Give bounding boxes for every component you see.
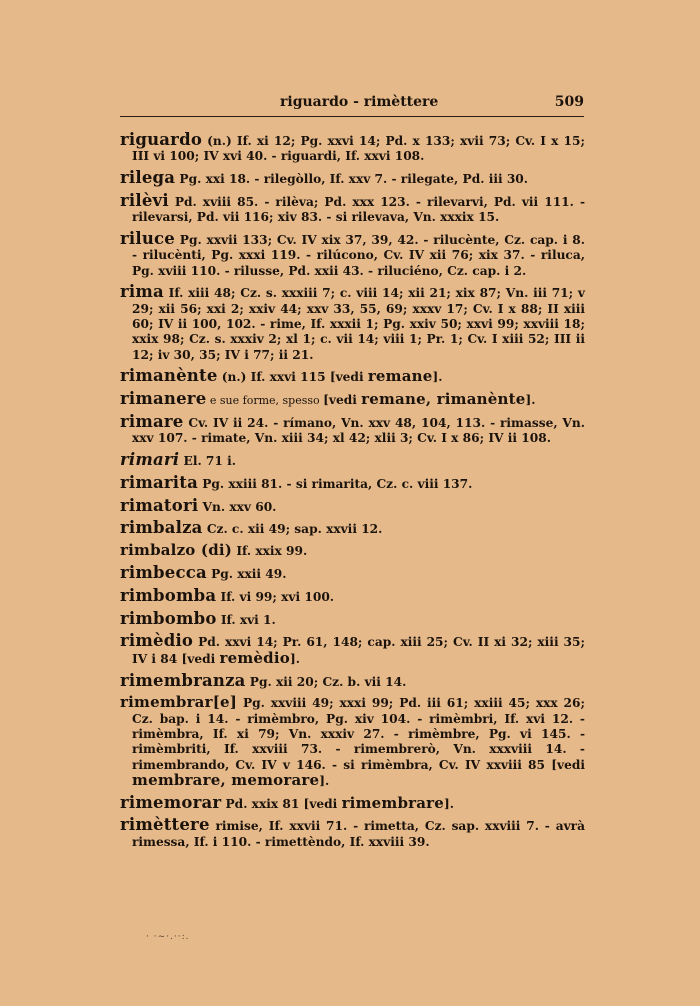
entry-closing-bracket: ]. [289, 651, 300, 666]
entry-citations: Pg. xxi 18. - rilegòllo, If. xxv 7. - rilegate, Pd. iii 30. [175, 172, 529, 187]
entry-headword: riguardo [120, 130, 203, 149]
entry-citations: If. xiii 48; Cz. s. xxxiii 7; c. viii 14; xii 21; xix 87; Vn. iii 71; v 29; xii 56; xxi 2; xxiv 44; xxv 33, 55, 69; xxxv 17; Cv. I x 88; II xiii 60; IV ii 100, 102. - rime, If. xxxii 1; Pg. xxiv 50; xxvi 99; xxviii 18; xxix 98; Cz. s. xxxiv 2; xl 1; c. vii 14; viii 1; Pr. 1; Cv. I xiii 52; III ii 12; iv 30, 35; IV i 77; ii 21. [132, 286, 585, 362]
running-title: riguardo - rimèttere [280, 94, 439, 110]
entry-citations: Cv. IV ii 24. - rímano, Vn. xxv 48, 104, 113. - rimasse, Vn. xxv 107. - rimate, Vn. xiii 34; xl 42; xlii 3; Cv. I x 86; IV ii 108. [132, 415, 585, 446]
entry-headword: rima [120, 282, 164, 302]
entry-headword: rilega [120, 168, 176, 188]
entry-cross-reference: remane [367, 367, 433, 386]
entry-headword: rimari [120, 450, 180, 470]
entry-closing-bracket: ]. [525, 393, 536, 408]
entry-headword: rimbalzo (di) [120, 541, 233, 560]
entry-citations: Pd. xxvi 14; Pr. 61, 148; cap. xiii 25; Cv. II xi 32; xiii 35; IV i 84 [vedi [132, 635, 585, 666]
entry-citations: If. vi 99; xvi 100. [216, 589, 335, 604]
dictionary-entry [120, 792, 585, 812]
entry-cross-reference: remèdio [219, 648, 290, 667]
entry-citations: If. xvi 1. [216, 612, 276, 627]
entry-citations: Pg. xxiii 81. - si rimarita, Cz. c. viii 137. [198, 476, 473, 491]
entry-citations: El. 71 i. [179, 454, 237, 469]
entry-headword: rimbombo [120, 608, 217, 628]
entry-headword: rimembranza [120, 670, 246, 690]
entry-closing-bracket: ]. [319, 773, 330, 788]
entry-headword: rimembrar[e] [120, 693, 238, 712]
entry-headword: rimanènte [120, 366, 218, 386]
entry-headword: riluce [120, 228, 175, 248]
entry-citations: Pg. xxii 49. [206, 567, 287, 582]
entry-headword: rimèdio [120, 631, 194, 651]
dictionary-entry [120, 608, 585, 628]
entry-citations: (n.) If. xxvi 115 [vedi [217, 370, 368, 385]
entry-headword: rimemorar [120, 792, 222, 812]
entry-citations: rimise, If. xxvii 71. - rimetta, Cz. sap. xxviii 7. - avrà rimessa, If. i 110. - rimettèndo, If. xxviii 39. [132, 819, 585, 849]
header-rule [120, 116, 584, 117]
entry-headword: rimanere [120, 389, 207, 409]
entry-note: e sue forme, spesso [206, 394, 324, 408]
dictionary-entry [120, 391, 585, 408]
dictionary-entry [120, 472, 585, 492]
entry-headword: rimbomba [120, 585, 217, 605]
entry-citations: Pg. xii 20; Cz. b. vii 14. [245, 674, 407, 689]
entry-headword: rilèvi [120, 190, 169, 210]
dictionary-entry [120, 190, 585, 226]
entry-closing-bracket: ]. [432, 370, 443, 385]
dictionary-entry [120, 170, 585, 187]
entry-headword: rimèttere [120, 815, 210, 835]
entry-citations: (n.) If. xi 12; Pg. xxvi 14; Pd. x 133; xvii 73; Cv. I x 15; III vi 100; IV xvi 40. - riguardi, If. xxvi 108. [132, 134, 585, 164]
entry-citations: Cz. c. xii 49; sap. xxvii 12. [202, 522, 383, 537]
dictionary-entry [120, 695, 585, 789]
entry-cross-reference: rimembrare [341, 793, 445, 812]
entry-closing-bracket: ]. [444, 796, 455, 811]
entry-citations: Pd. xxix 81 [vedi [221, 796, 342, 811]
entry-headword: rimarita [120, 472, 198, 492]
page-number: 509 [554, 94, 584, 110]
dictionary-entry [120, 452, 585, 469]
dictionary-entry [120, 670, 585, 690]
dictionary-entry [120, 520, 585, 537]
entry-cross-reference: membrare, memorare [132, 770, 320, 789]
entry-citations: Pd. xviii 85. - rilèva; Pd. xxx 123. - rilevarvi, Pd. vii 111. - rilevarsi, Pd. vii 116; xiv 83. - si rilevava, Vn. xxxix 15. [132, 194, 585, 225]
dictionary-entry [120, 817, 585, 850]
dictionary-entry [120, 585, 585, 605]
entry-citations: If. xxix 99. [232, 544, 308, 559]
entry-headword: rimbalza [120, 518, 203, 538]
entry-headword: rimare [120, 411, 184, 431]
dictionary-entry [120, 368, 585, 385]
entry-headword: rimbecca [120, 563, 207, 583]
dictionary-entry [120, 284, 585, 362]
dictionary-entry [120, 228, 585, 279]
dictionary-entry [120, 411, 585, 447]
stray-ink-mark: · ·~·.··:. [146, 932, 190, 942]
entry-citations: Pg. xxviii 49; xxxi 99; Pd. iii 61; xxiii 45; xxx 26; Cz. bap. i 14. - rimèmbro, Pg. xiv 104. - rimèmbri, If. xvi 12. - rimèmbra, If. xi 79; Vn. xxxiv 27. - rimèmbre, Pg. vi 145. - rimèmbriti, If. xxviii 73. - rimembrerò, Vn. xxxviii 14. - rimembrando, Cv. IV v 146. - si rimèmbra, Cv. IV xxviii 85 [vedi [132, 696, 585, 772]
dictionary-entry [120, 132, 585, 165]
entry-list [120, 132, 585, 855]
entry-cross-reference: remane, rimanènte [361, 390, 526, 409]
dictionary-entry [120, 543, 585, 559]
dictionary-entry [120, 633, 585, 667]
dictionary-entry [120, 495, 585, 515]
entry-citations: Vn. xxv 60. [198, 499, 277, 514]
entry-headword: rimatori [120, 495, 199, 515]
dictionary-entry [120, 565, 585, 582]
entry-citations: Pg. xxvii 133; Cv. IV xix 37, 39, 42. - rilucènte, Cz. cap. i 8. - rilucènti, Pg. xxxi 119. - rilúcono, Cv. IV xii 76; xix 37. - riluca, Pg. xviii 110. - rilusse, Pd. xxii 43. - riluciéno, Cz. cap. i 2. [132, 232, 585, 278]
entry-citations: [vedi [323, 393, 362, 408]
